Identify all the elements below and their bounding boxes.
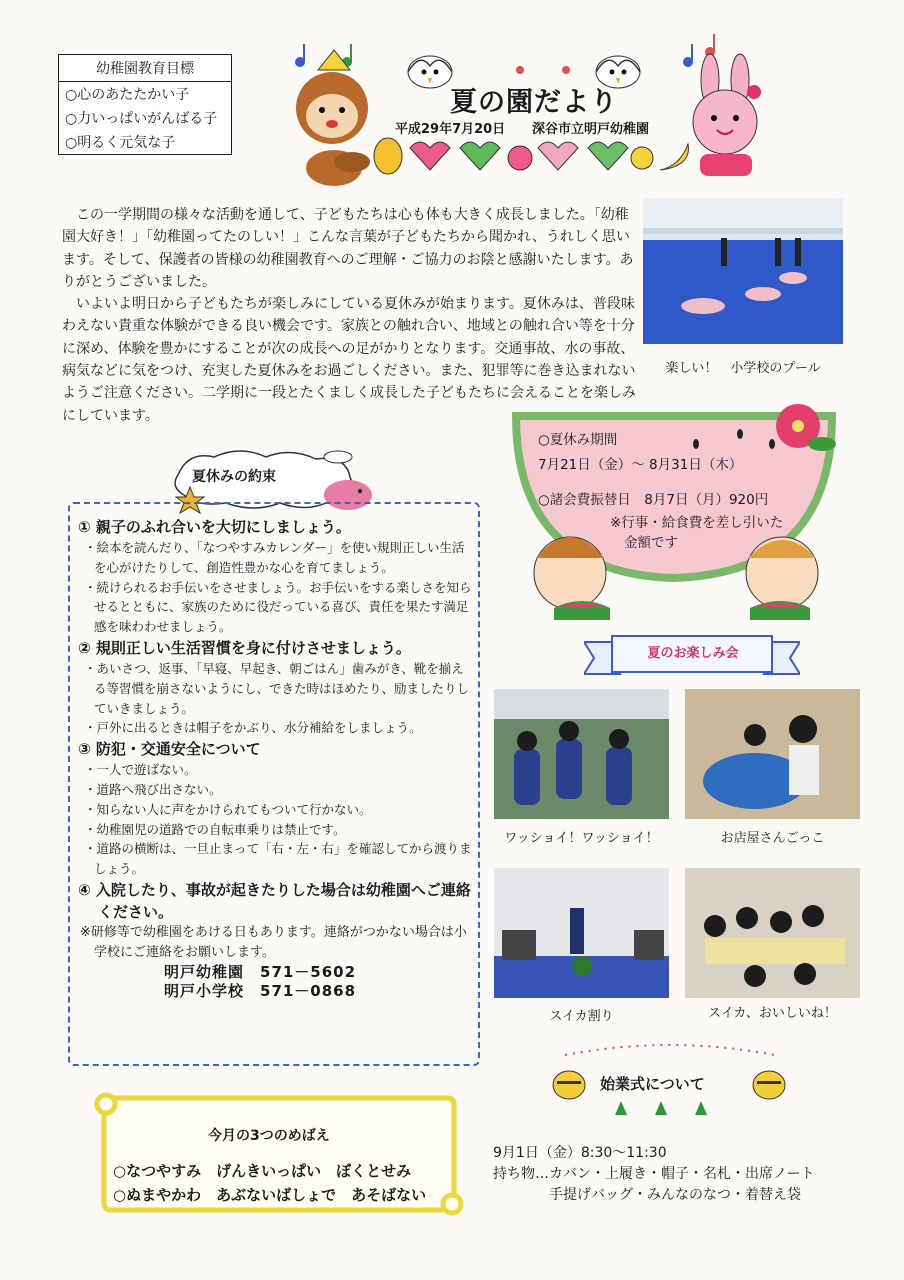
promise-heading: ① 親子のふれ合いを大切にしましょう。 xyxy=(78,518,351,536)
promise-item: ・絵本を読んだり、「なつやすみカレンダー」を使い規則正しい生活を心がけたりして、創造性豊かな心を育てましょう。 xyxy=(84,540,465,575)
goal-item: ○心のあたたかい子 xyxy=(65,87,190,103)
event-photo-caption: お店屋さんごっこ xyxy=(720,831,825,846)
promise-body xyxy=(78,516,476,1002)
eating-watermelon-photo xyxy=(685,868,860,998)
ceremony-date: 9月1日（金）8:30～11:30 xyxy=(493,1145,667,1161)
promise-item: ・戸外に出るときは帽子をかぶり、水分補給をしましょう。 xyxy=(84,720,422,736)
school-name: 深谷市立明戸幼稚園 xyxy=(532,122,650,137)
monkey-with-ukulele-icon xyxy=(296,50,370,186)
newsletter-title: 夏の園だより xyxy=(450,87,618,118)
event-title: 夏のお楽しみ会 xyxy=(647,646,739,661)
promise-item: ・道路の横断は、一旦止まって「右・左・右」を確認してから渡りましょう。 xyxy=(84,841,472,877)
intro-paragraph: この一学期間の様々な活動を通して、子どもたちは心も体も大きく成長しました。「幼稚園大好き！」「幼稚園ってたのしい！」こんな言葉が子どもたちから聞かれ、うれしく思います。そして、保護者の皆様の幼稚園教育へのご理解・ご協力のお陰と感謝いたします。ありがとうございました。 xyxy=(62,207,634,290)
buds-line: ○ぬまやかわ あぶないばしょで あそばない xyxy=(113,1186,427,1204)
buds-line: ○なつやすみ げんきいっぱい ぼくとせみ xyxy=(113,1162,412,1180)
ceremony-title: 始業式について xyxy=(600,1075,705,1093)
school-goals-box xyxy=(58,54,232,155)
bird-icon xyxy=(408,56,452,88)
event-photo-caption: スイカ、おいしいね！ xyxy=(708,1006,837,1021)
ceremony-details xyxy=(493,1143,815,1206)
ceremony-items: 持ち物…カバン・上履き・帽子・名札・出席ノート xyxy=(493,1166,815,1182)
school-phone: 明戸小学校 571－0868 xyxy=(164,982,357,1001)
promise-item: ・幼稚園児の道路での自転車乗りは禁止です。 xyxy=(84,821,346,837)
vacation-period: 7月21日（金）～ 8月31日（木） xyxy=(538,457,743,473)
fee-note: ※行事・給食費を差し引いた xyxy=(610,515,784,531)
event-photo-caption: ワッショイ！ワッショイ！ xyxy=(504,831,659,846)
promise-heading: ② 規則正しい生活習慣を身に付けさせましょう。 xyxy=(78,638,411,657)
festival-photo xyxy=(494,689,669,819)
intro-text xyxy=(62,204,640,427)
bee-icon xyxy=(753,1071,785,1099)
promise-item: ・知らない人に声をかけられてもついて行かない。 xyxy=(84,801,372,817)
promise-title: 夏休みの約束 xyxy=(192,469,276,485)
goal-item: ○明るく元気な子 xyxy=(65,135,176,151)
promise-item: ・一人で遊ばない。 xyxy=(84,762,197,778)
promise-item: ・あいさつ、返事、「早寝、早起き、朝ごはん」歯みがき、靴を揃える等習慣を崩さないようにし、できた時はほめたり、励ましたりしていきましょう。 xyxy=(84,660,470,716)
bee-icon xyxy=(553,1071,585,1099)
ceremony-items: 手提げバッグ・みんなのなつ・着替え袋 xyxy=(549,1187,801,1203)
goal-item: ○力いっぱいがんばる子 xyxy=(65,111,218,127)
promise-heading: ③ 防犯・交通安全について xyxy=(78,740,261,759)
bunny-icon xyxy=(693,54,761,176)
promise-item: ・続けられるお手伝いをさせましょう。お手伝いをする楽しさを知らせるとともに、家族のために役だっている喜び、責任を果たす満足感を味わわせましょう。 xyxy=(84,579,472,635)
buds-title: 今月の3つのめばえ xyxy=(208,1128,330,1144)
pool-photo-caption: 楽しい！ 小学校のプール xyxy=(665,361,821,376)
kindergarten-phone: 明戸幼稚園 571－5602 xyxy=(164,962,357,981)
promise-note: ※研修等で幼稚園をあける日もあります。連絡がつかない場合は小学校にご連絡をお願いします。 xyxy=(80,924,467,960)
pool-photo xyxy=(643,198,843,344)
fee-note: 金額です xyxy=(624,535,678,551)
grass-icon xyxy=(615,1101,707,1115)
seagull-icon xyxy=(324,451,352,463)
goals-heading: 幼稚園教育目標 xyxy=(59,55,231,82)
fee-date: ○諸会費振替日 8月7日（月）920円 xyxy=(538,492,769,508)
vacation-period-label: ○夏休み期間 xyxy=(538,432,618,448)
music-notes-icon xyxy=(295,34,715,74)
promise-item: ・道路へ飛び出さない。 xyxy=(84,781,222,797)
intro-paragraph: いよいよ明日から子どもたちが楽しみにしている夏休みが始まります。夏休みは、普段味わえない貴重な体験ができる良い機会です。家族との触れ合い、地域との触れ合い等を十分に深め、体験を豊かにすることが次の成長への足がかりとなります。交通事故、水の事故、病気などに気をつけ、充実した夏休みをお過ごしください。また、犯罪等に巻き込まれないようご注意ください。二学期に一段とたくましく成長した子どもたちに会えることを楽しみにしています。 xyxy=(62,296,636,424)
shop-play-photo xyxy=(685,689,860,819)
promise-heading: ④ 入院したり、事故が起きたりした場合は幼稚園へご連絡ください。 xyxy=(78,880,471,921)
event-photo-caption: スイカ割り xyxy=(549,1009,614,1024)
issue-date: 平成29年7月20日 xyxy=(395,122,506,137)
fruit-and-hearts-row xyxy=(374,138,688,174)
summer-info xyxy=(538,428,783,553)
watermelon-split-photo xyxy=(494,868,669,998)
